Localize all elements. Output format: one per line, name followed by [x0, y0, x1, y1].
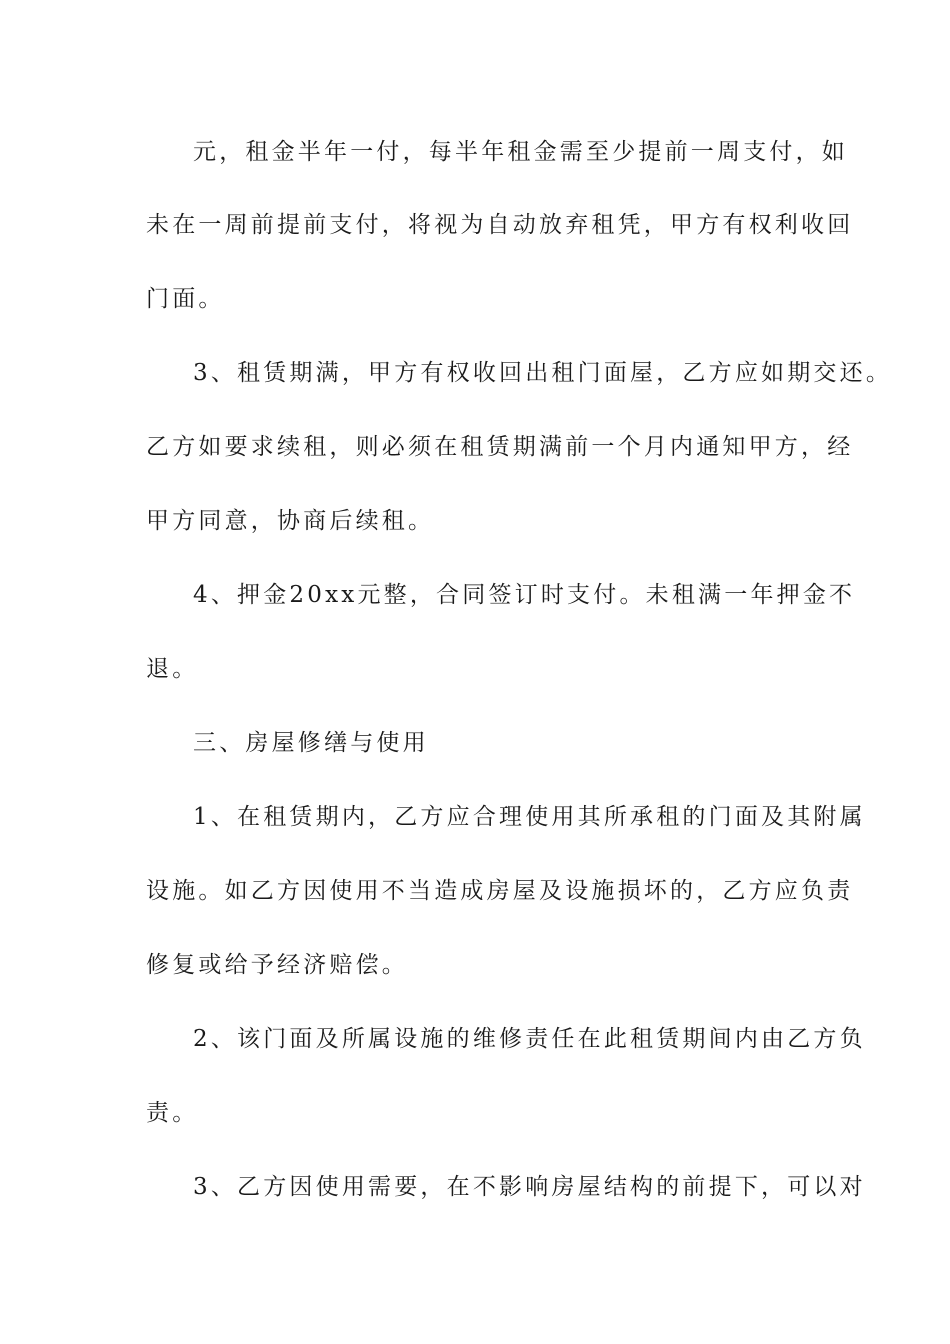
paragraph-line: 设施。如乙方因使用不当造成房屋及设施损坏的，乙方应负责 — [146, 878, 854, 904]
paragraph-line: 1、在租赁期内，乙方应合理使用其所承租的门面及其附属 — [193, 804, 866, 830]
paragraph-line: 修复或给予经济赔偿。 — [146, 952, 408, 978]
paragraph-line: 责。 — [146, 1100, 199, 1126]
paragraph-line: 甲方同意，协商后续租。 — [146, 508, 435, 534]
paragraph-line: 乙方如要求续租，则必须在租赁期满前一个月内通知甲方，经 — [146, 434, 854, 460]
paragraph-line: 3、租赁期满，甲方有权收回出租门面屋，乙方应如期交还。 — [193, 360, 893, 386]
paragraph-line: 退。 — [146, 656, 199, 682]
section-heading: 三、房屋修缮与使用 — [193, 730, 429, 756]
paragraph-line: 元，租金半年一付，每半年租金需至少提前一周支付，如 — [193, 139, 848, 165]
paragraph-line: 门面。 — [146, 286, 225, 312]
paragraph-line: 2、该门面及所属设施的维修责任在此租赁期间内由乙方负 — [193, 1026, 866, 1052]
paragraph-line: 3、乙方因使用需要，在不影响房屋结构的前提下，可以对 — [193, 1174, 866, 1200]
paragraph-line: 4、押金20xx元整，合同签订时支付。未租满一年押金不 — [193, 582, 856, 608]
paragraph-line: 未在一周前提前支付，将视为自动放弃租凭，甲方有权利收回 — [146, 212, 854, 238]
